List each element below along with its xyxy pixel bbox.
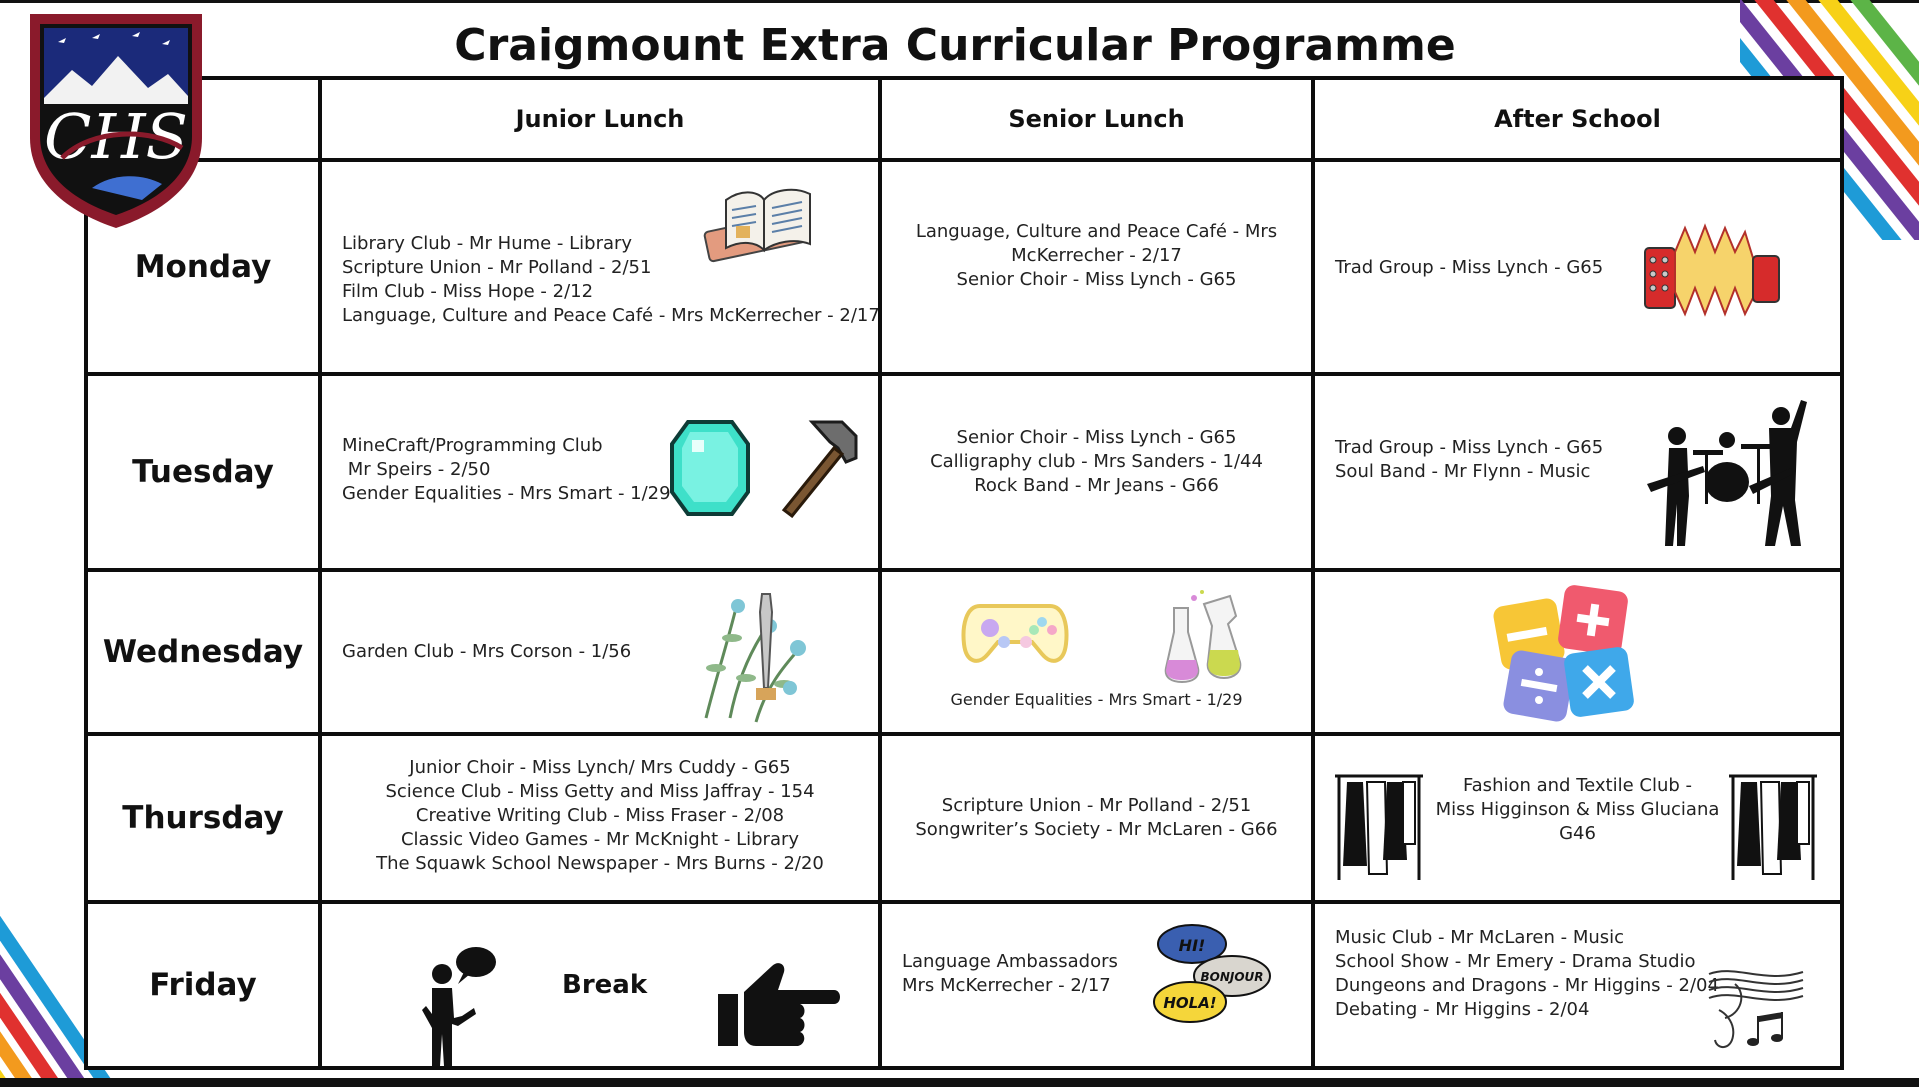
top-border xyxy=(0,0,1919,3)
cell-thursday-junior xyxy=(320,734,880,902)
day-label-monday: Monday xyxy=(86,160,320,374)
cell-tuesday-junior xyxy=(320,374,880,570)
garden-plants-icon xyxy=(686,588,818,728)
day-label-friday: Friday xyxy=(86,902,320,1068)
cell-friday-after xyxy=(1313,902,1842,1068)
science-flasks-icon xyxy=(1154,588,1250,688)
list-item: Gender Equalities - Mrs Smart - 1/29 xyxy=(342,483,671,504)
day-label-thursday: Thursday xyxy=(86,734,320,902)
cell-friday-senior xyxy=(880,902,1313,1068)
day-label-tuesday: Tuesday xyxy=(86,374,320,570)
list-item: Language, Culture and Peace Café - Mrs McKerrecher - 2/17 xyxy=(342,305,880,326)
monday-after-activities xyxy=(1335,256,1603,280)
list-item: Calligraphy club - Mrs Sanders - 1/44 xyxy=(930,451,1263,472)
music-notes-icon xyxy=(1705,954,1809,1060)
thursday-senior-activities xyxy=(882,794,1311,842)
school-crest-logo xyxy=(22,8,210,232)
thursday-junior-activities xyxy=(322,756,878,876)
page-title: Craigmount Extra Curricular Programme xyxy=(454,20,1456,71)
cell-wednesday-senior xyxy=(880,570,1313,734)
list-item: School Show - Mr Emery - Drama Studio xyxy=(1335,951,1696,972)
speech-bubbles-icon xyxy=(1152,920,1272,1030)
list-item: Debating - Mr Higgins - 2/04 xyxy=(1335,999,1590,1020)
list-item: Trad Group - Miss Lynch - G65 xyxy=(1335,437,1604,458)
logo-text: CHS xyxy=(44,100,188,173)
rock-band-silhouette-icon xyxy=(1641,396,1813,552)
list-item: Dungeons and Dragons - Mr Higgins - 2/04 xyxy=(1335,975,1719,996)
bottom-border xyxy=(0,1078,1919,1087)
list-item: Science Club - Miss Getty and Miss Jaffray - 154 xyxy=(385,781,815,802)
cell-monday-after xyxy=(1313,160,1842,374)
list-item: Classic Video Games - Mr McKnight - Library xyxy=(400,829,800,850)
list-item: Songwriter’s Society - Mr McLaren - G66 xyxy=(915,819,1278,840)
speaking-person-icon xyxy=(418,944,502,1066)
list-item: Film Club - Miss Hope - 2/12 xyxy=(342,281,594,302)
list-item: Language, Culture and Peace Café - Mrs xyxy=(915,221,1278,242)
tuesday-senior-activities xyxy=(882,426,1311,498)
list-item: Mr Speirs - 2/50 xyxy=(342,459,491,480)
wednesday-senior-activities xyxy=(882,688,1311,712)
list-item: Scripture Union - Mr Polland - 2/51 xyxy=(941,795,1252,816)
list-item: Scripture Union - Mr Polland - 2/51 xyxy=(342,257,652,278)
speech-bubble-hi: HI! xyxy=(1178,936,1206,955)
friday-after-activities xyxy=(1335,926,1719,1022)
list-item: MineCraft/Programming Club xyxy=(342,435,603,456)
tuesday-after-activities xyxy=(1335,436,1603,484)
math-symbols-icon xyxy=(1487,584,1641,724)
cell-tuesday-senior xyxy=(880,374,1313,570)
table-row-wednesday xyxy=(86,570,1842,734)
list-item: Miss Higginson & Miss Gluciana xyxy=(1435,799,1720,820)
list-item: Fashion and Textile Club - xyxy=(1462,775,1693,796)
list-item: Language Ambassadors xyxy=(902,951,1118,972)
list-item: Trad Group - Miss Lynch - G65 xyxy=(1335,257,1604,278)
list-item: Rock Band - Mr Jeans - G66 xyxy=(974,475,1219,496)
list-item: Garden Club - Mrs Corson - 1/56 xyxy=(342,641,632,662)
list-item: Music Club - Mr McLaren - Music xyxy=(1335,927,1625,948)
pointing-hand-icon xyxy=(716,960,842,1052)
cell-monday-senior xyxy=(880,160,1313,374)
monday-senior-activities xyxy=(882,220,1311,292)
table-row-friday xyxy=(86,902,1842,1068)
day-label-wednesday: Wednesday xyxy=(86,570,320,734)
tuesday-junior-activities xyxy=(342,434,671,506)
column-header-after-school: After School xyxy=(1313,78,1842,160)
list-item: Mrs McKerrecher - 2/17 xyxy=(902,975,1111,996)
programme-table xyxy=(84,76,1844,1070)
speech-bubble-hola: HOLA! xyxy=(1163,994,1217,1012)
column-header-senior-lunch: Senior Lunch xyxy=(880,78,1313,160)
list-item: Junior Choir - Miss Lynch/ Mrs Cuddy - G65 xyxy=(409,757,791,778)
cell-friday-junior xyxy=(320,902,880,1068)
cell-thursday-senior xyxy=(880,734,1313,902)
cell-thursday-after xyxy=(1313,734,1842,902)
accordion-icon xyxy=(1637,218,1787,322)
cell-wednesday-after xyxy=(1313,570,1842,734)
list-item: Soul Band - Mr Flynn - Music xyxy=(1335,461,1591,482)
table-row-thursday xyxy=(86,734,1842,902)
list-item: Senior Choir - Miss Lynch - G65 xyxy=(956,269,1237,290)
cell-wednesday-junior xyxy=(320,570,880,734)
table-row-monday xyxy=(86,160,1842,374)
list-item: McKerrecher - 2/17 xyxy=(1011,245,1182,266)
friday-senior-activities xyxy=(902,950,1118,998)
clothes-rack-icon xyxy=(1725,770,1821,882)
list-item: Library Club - Mr Hume - Library xyxy=(342,233,633,254)
speech-bubble-bonjour: BONJOUR xyxy=(1200,970,1264,984)
list-item: Gender Equalities - Mrs Smart - 1/29 xyxy=(950,690,1243,709)
cell-tuesday-after xyxy=(1313,374,1842,570)
table-row-tuesday xyxy=(86,374,1842,570)
cell-monday-junior xyxy=(320,160,880,374)
wednesday-junior-activities xyxy=(342,640,631,664)
pickaxe-icon xyxy=(776,418,860,518)
list-item: Creative Writing Club - Miss Fraser - 2/08 xyxy=(415,805,785,826)
diamond-gem-icon xyxy=(668,418,752,518)
break-label: Break xyxy=(562,970,648,1000)
column-header-junior-lunch: Junior Lunch xyxy=(320,78,880,160)
open-book-icon xyxy=(698,170,828,270)
header-row xyxy=(86,78,1842,160)
list-item: G46 xyxy=(1559,823,1596,844)
list-item: Senior Choir - Miss Lynch - G65 xyxy=(956,427,1237,448)
list-item: The Squawk School Newspaper - Mrs Burns - 2/20 xyxy=(376,853,824,874)
game-controller-icon xyxy=(960,596,1070,668)
